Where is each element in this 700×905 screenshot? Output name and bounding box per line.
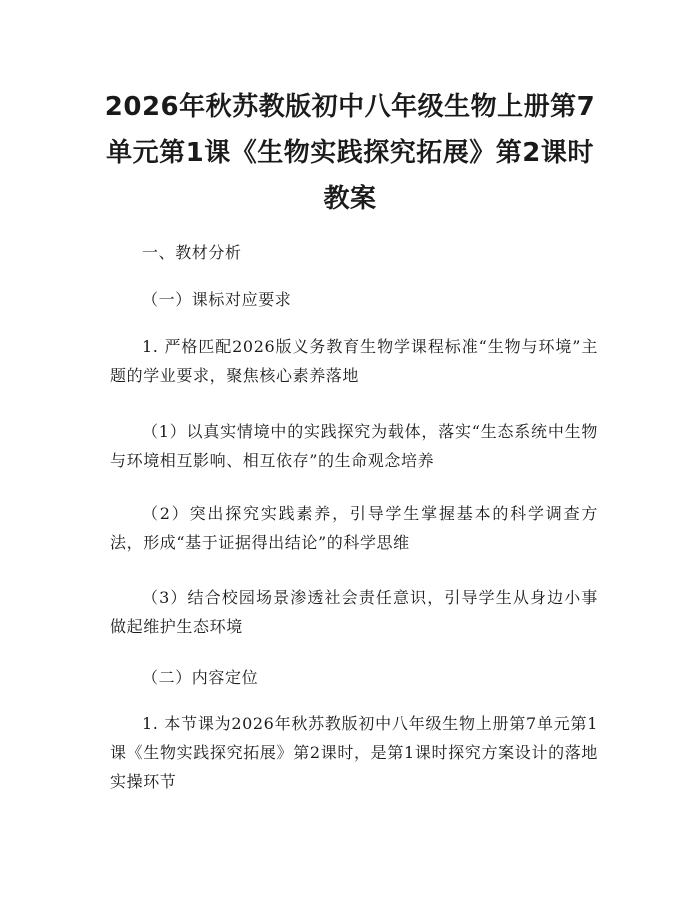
paragraph-requirement-1: 1. 严格匹配2026版义务教育生物学课程标准“生物与环境”主题的学业要求，聚焦核心素养落地 [110,337,598,385]
paragraph-positioning-1: 1. 本节课为2026年秋苏教版初中八年级生物上册第7单元第1课《生物实践探究拓展》第2课时，是第1课时探究方案设计的落地实操环节 [110,714,598,791]
section-heading-textbook-analysis: 一、教材分析 [142,243,242,262]
paragraph-requirement-1-1: （1）以真实情境中的实践探究为载体，落实“生态系统中生物与环境相互影响、相互依存”的生命观念培养 [110,422,598,470]
document-title: 2026年秋苏教版初中八年级生物上册第7单元第1课《生物实践探究拓展》第2课时教案 [104,92,596,214]
paragraph-requirement-1-2: （2）突出探究实践素养，引导学生掌握基本的科学调查方法，形成“基于证据得出结论”的科学思维 [110,504,598,552]
subsection-heading-content-positioning: （二）内容定位 [142,668,259,687]
paragraph-requirement-1-3: （3）结合校园场景渗透社会责任意识，引导学生从身边小事做起维护生态环境 [110,588,598,636]
subsection-heading-curriculum-requirements: （一）课标对应要求 [142,290,292,309]
